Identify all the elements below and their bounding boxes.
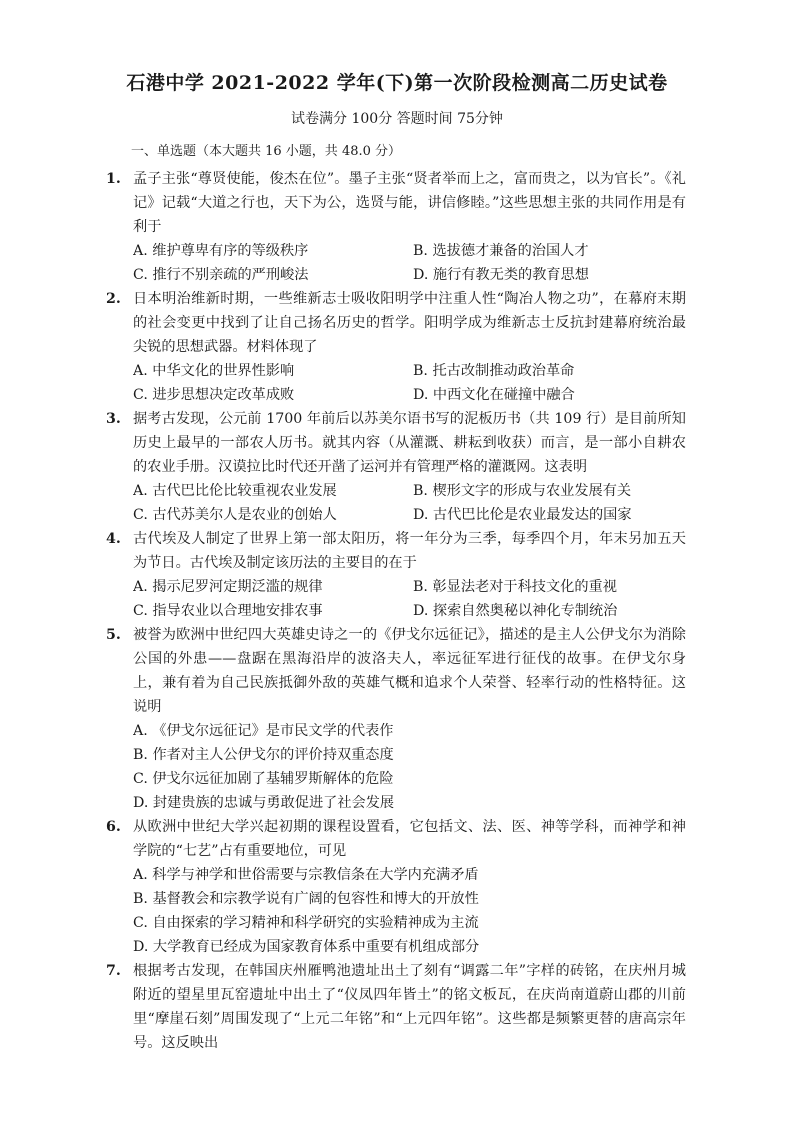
option-b: B. 选拔德才兼备的治国人才 <box>413 243 589 259</box>
question-number: 6. <box>106 819 121 835</box>
option-list <box>133 575 686 623</box>
option-a: A. 揭示尼罗河定期泛滥的规律 <box>133 579 323 595</box>
question-6 <box>106 815 686 959</box>
question-number: 3. <box>106 411 121 427</box>
exam-title: 石港中学 2021-2022 学年(下)第一次阶段检测高二历史试卷 <box>126 72 668 94</box>
question-2 <box>106 287 686 407</box>
option-b: B. 作者对主人公伊戈尔的评价持双重态度 <box>133 747 394 763</box>
question-number: 5. <box>106 627 121 643</box>
option-a: A. 科学与神学和世俗需要与宗教信条在大学内充满矛盾 <box>133 867 479 883</box>
option-c: C. 伊戈尔远征加剧了基辅罗斯解体的危险 <box>133 771 394 787</box>
option-list <box>133 239 686 287</box>
question-number: 7. <box>106 963 121 979</box>
option-c: C. 自由探索的学习精神和科学研究的实验精神成为主流 <box>133 915 479 931</box>
question-5 <box>106 623 686 815</box>
option-d: D. 古代巴比伦是农业最发达的国家 <box>413 507 632 523</box>
option-c: C. 推行不别亲疏的严刑峻法 <box>133 267 309 283</box>
section-heading: 一、单选题（本大题共 16 小题，共 48.0 分） <box>131 144 402 159</box>
option-d: D. 大学教育已经成为国家教育体系中重要有机组成部分 <box>133 939 480 955</box>
question-stem: 据考古发现，公元前 1700 年前后以苏美尔语书写的泥板历书（共 109 行）是目前所知历史上最早的一部农人历书。就其内容（从灌溉、耕耘到收获）而言，是一部小自耕农的农业手册。汉谟拉比时代还开凿了运河并有管理严格的灌溉网。这表明 <box>133 411 686 475</box>
question-stem: 被誉为欧洲中世纪四大英雄史诗之一的《伊戈尔远征记》，描述的是主人公伊戈尔为消除公国的外患——盘踞在黑海沿岸的波洛夫人，率远征军进行征伐的故事。在伊戈尔身上，兼有着为自己民族抵御外敌的英雄气概和追求个人荣誉、轻率行动的性格特征。这说明 <box>133 627 686 715</box>
question-stem: 从欧洲中世纪大学兴起初期的课程设置看，它包括文、法、医、神等学科，而神学和神学院的“七艺”占有重要地位，可见 <box>133 819 686 859</box>
question-stem: 孟子主张“尊贤使能，俊杰在位”。墨子主张“贤者举而上之，富而贵之，以为官长”。《礼记》记载“大道之行也，天下为公，选贤与能，讲信修睦。”这些思想主张的共同作用是有利于 <box>133 171 686 235</box>
option-b: B. 彰显法老对于科技文化的重视 <box>413 579 617 595</box>
option-b: B. 楔形文字的形成与农业发展有关 <box>413 483 632 499</box>
option-c: C. 古代苏美尔人是农业的创始人 <box>133 507 337 523</box>
question-number: 2. <box>106 291 121 307</box>
option-d: D. 探索自然奥秘以神化专制统治 <box>413 603 618 619</box>
question-list <box>106 167 686 1055</box>
question-1 <box>106 167 686 287</box>
option-list <box>133 359 686 407</box>
option-c: C. 进步思想决定改革成败 <box>133 387 295 403</box>
question-4 <box>106 527 686 623</box>
option-a: A. 中华文化的世界性影响 <box>133 363 295 379</box>
option-a: A. 维护尊卑有序的等级秩序 <box>133 243 309 259</box>
option-list <box>133 479 686 527</box>
option-d: D. 施行有教无类的教育思想 <box>413 267 589 283</box>
exam-subtitle: 试卷满分 100分 答题时间 75分钟 <box>291 111 503 127</box>
option-d: D. 中西文化在碰撞中融合 <box>413 387 575 403</box>
question-3 <box>106 407 686 527</box>
option-a: A. 《伊戈尔远征记》是市民文学的代表作 <box>133 723 394 739</box>
option-b: B. 托古改制推动政治革命 <box>413 363 575 379</box>
option-a: A. 古代巴比伦比较重视农业发展 <box>133 483 337 499</box>
question-stem: 日本明治维新时期，一些维新志士吸收阳明学中注重人性“陶冶人物之功”，在幕府末期的社会变更中找到了让自己扬名历史的哲学。阳明学成为维新志士反抗封建幕府统治最尖锐的思想武器。材料体现了 <box>133 291 686 355</box>
question-number: 1. <box>106 171 121 187</box>
question-number: 4. <box>106 531 121 547</box>
question-7 <box>106 959 686 1055</box>
option-c: C. 指导农业以合理地安排农事 <box>133 603 323 619</box>
option-d: D. 封建贵族的忠诚与勇敢促进了社会发展 <box>133 795 395 811</box>
question-stem: 根据考古发现，在韩国庆州雁鸭池遗址出土了刻有“调露二年”字样的砖铭，在庆州月城附近的望星里瓦窑遗址中出土了“仪凤四年皆土”的铭文板瓦，在庆尚南道蔚山郡的川前里“摩崖石刻”周围发现了“上元二年铭”和“上元四年铭”。这些都是频繁更替的唐高宗年号。这反映出 <box>133 963 686 1051</box>
question-stem: 古代埃及人制定了世界上第一部太阳历，将一年分为三季，每季四个月，年末另加五天为节日。古代埃及制定该历法的主要目的在于 <box>133 531 686 571</box>
option-b: B. 基督教会和宗教学说有广阔的包容性和博大的开放性 <box>133 891 479 907</box>
